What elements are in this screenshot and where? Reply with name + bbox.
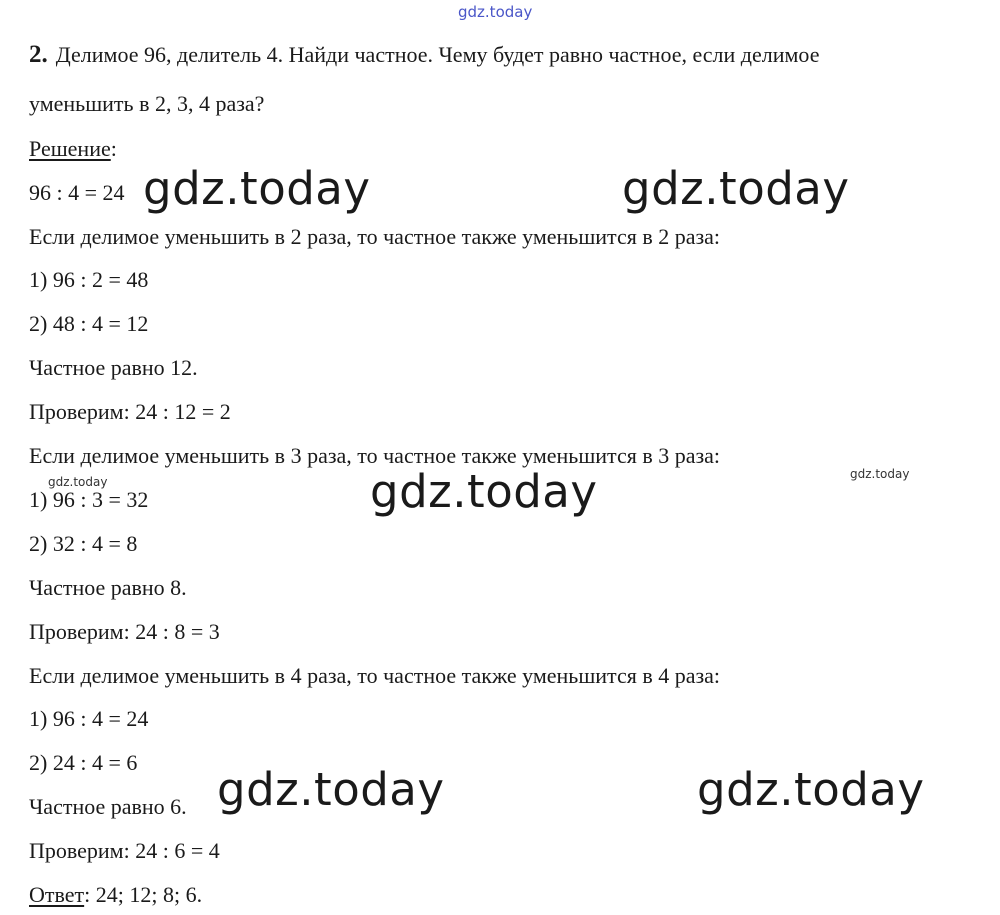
case3-check: Проверим: 24 : 8 = 3	[29, 619, 220, 644]
problem-text-line2: уменьшить в 2, 3, 4 раза?	[29, 91, 265, 116]
answer-value: : 24; 12; 8; 6.	[84, 882, 203, 907]
case3-intro: Если делимое уменьшить в 3 раза, то частное также уменьшится в 3 раза:	[29, 443, 721, 468]
case2-result: Частное равно 12.	[29, 355, 198, 380]
case4-check: Проверим: 24 : 6 = 4	[29, 838, 220, 863]
case3-result: Частное равно 8.	[29, 575, 187, 600]
problem-text-line1: Делимое 96, делитель 4. Найди частное. Чему будет равно частное, если делимое	[55, 42, 820, 67]
answer	[29, 882, 202, 908]
watermark-top: gdz.today	[458, 3, 533, 21]
case2-step1: 1) 96 : 2 = 48	[29, 267, 149, 292]
solution-heading	[29, 136, 117, 162]
watermark-large-2: gdz.today	[622, 162, 850, 215]
case2-step2: 2) 48 : 4 = 12	[29, 311, 149, 336]
case4-intro: Если делимое уменьшить в 4 раза, то частное также уменьшится в 4 раза:	[29, 663, 721, 688]
case3-step1: 1) 96 : 3 = 32	[29, 487, 149, 512]
problem-line-1	[29, 42, 819, 68]
solution-heading-label: Решение	[29, 136, 111, 161]
solution-heading-colon: :	[110, 136, 117, 161]
case4-step1: 1) 96 : 4 = 24	[29, 706, 149, 731]
watermark-small-1: gdz.today	[850, 467, 910, 481]
case2-intro: Если делимое уменьшить в 2 раза, то частное также уменьшится в 2 раза:	[29, 224, 721, 249]
case4-result: Частное равно 6.	[29, 794, 187, 819]
watermark-large-3: gdz.today	[370, 465, 598, 518]
problem-number: 2.	[29, 41, 48, 68]
watermark-large-4: gdz.today	[217, 763, 445, 816]
case2-check: Проверим: 24 : 12 = 2	[29, 399, 231, 424]
case3-step2: 2) 32 : 4 = 8	[29, 531, 138, 556]
base-calculation: 96 : 4 = 24	[29, 180, 125, 205]
answer-label: Ответ	[29, 882, 85, 907]
case4-step2: 2) 24 : 4 = 6	[29, 750, 138, 775]
watermark-small-2: gdz.today	[48, 475, 108, 489]
watermark-large-1: gdz.today	[143, 162, 371, 215]
watermark-large-5: gdz.today	[697, 763, 925, 816]
